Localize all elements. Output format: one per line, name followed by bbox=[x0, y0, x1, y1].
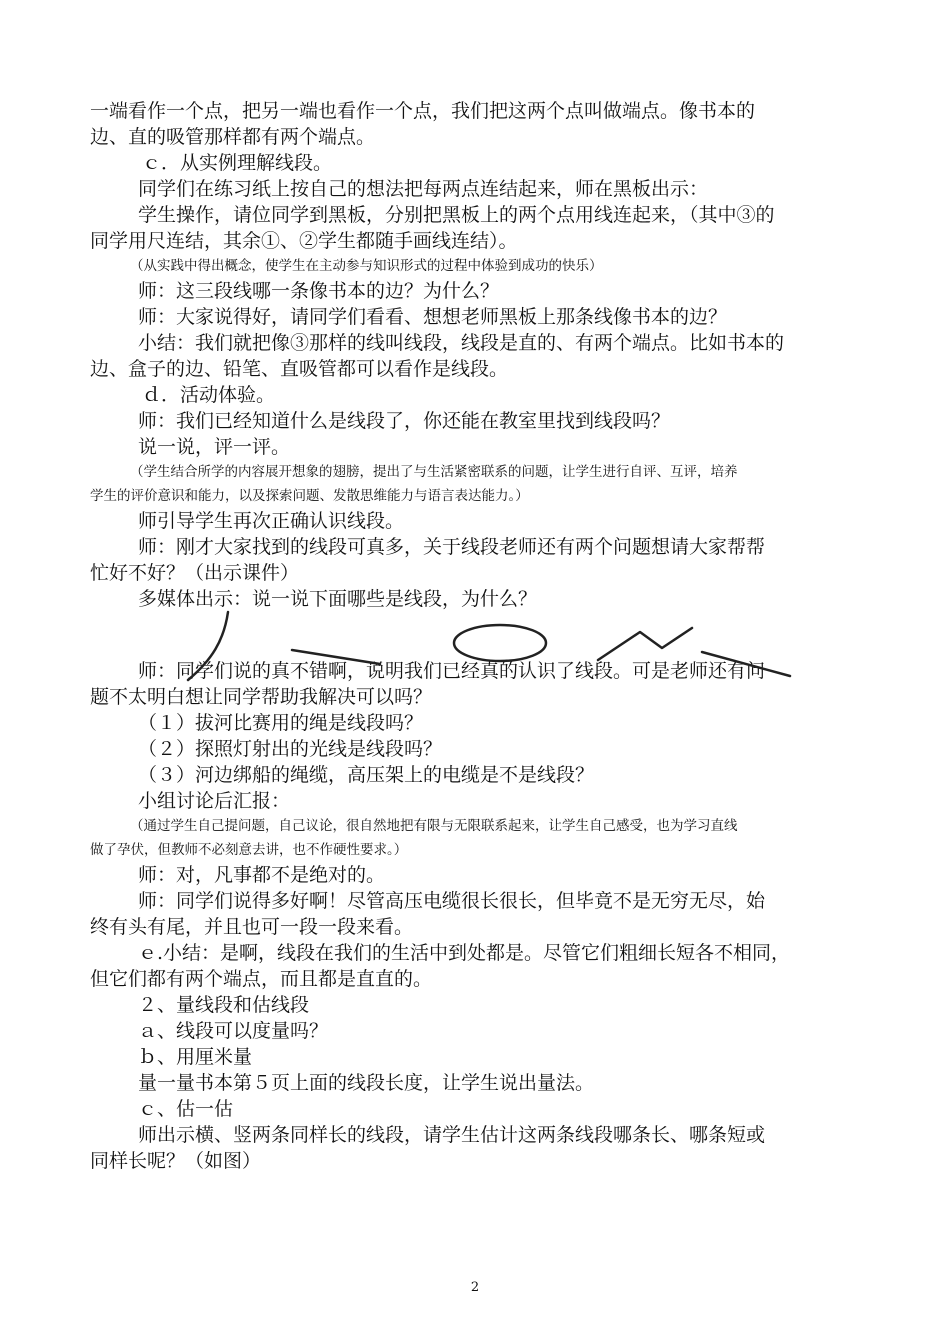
question-item: （１）拔河比赛用的绳是线段吗？ bbox=[138, 712, 424, 734]
text-line: ａ、线段可以度量吗？ bbox=[138, 1020, 329, 1042]
text-line: 小结：我们就把像③那样的线叫线段，线段是直的、有两个端点。比如书本的 bbox=[138, 332, 785, 354]
text-line: ｂ、用厘米量 bbox=[138, 1046, 253, 1068]
teaching-note: 学生的评价意识和能力，以及探索问题、发散思维能力与语言表达能力。） bbox=[90, 488, 529, 504]
text-line: 师：我们已经知道什么是线段了，你还能在教室里找到线段吗？ bbox=[138, 410, 671, 432]
question-item: （２）探照灯射出的光线是线段吗？ bbox=[138, 738, 443, 760]
text-line: 终有头有尾，并且也可一段一段来看。 bbox=[90, 916, 414, 938]
text-line: 小组讨论后汇报： bbox=[138, 790, 291, 812]
text-line: 说一说，评一评。 bbox=[138, 436, 291, 458]
section-heading-2: ２、量线段和估线段 bbox=[138, 994, 310, 1016]
text-line: 边、盒子的边、铅笔、直吸管都可以看作是线段。 bbox=[90, 358, 509, 380]
text-line: 同学们在练习纸上按自己的想法把每两点连结起来，师在黑板出示： bbox=[138, 178, 709, 200]
text-line: 多媒体出示：说一说下面哪些是线段，为什么？ bbox=[138, 588, 538, 610]
text-line: 师：刚才大家找到的线段可真多，关于线段老师还有两个问题想请大家帮帮 bbox=[138, 536, 766, 558]
text-line: 题不太明白想让同学帮助我解决可以吗？ bbox=[90, 686, 433, 708]
text-line: 同样长呢？（如图） bbox=[90, 1150, 262, 1172]
teaching-note: （从实践中得出概念，使学生在主动参与知识形式的过程中体验到成功的快乐） bbox=[130, 258, 603, 274]
question-item: （３）河边绑船的绳缆，高压架上的电缆是不是线段？ bbox=[138, 764, 595, 786]
teaching-note: 做了孕伏，但教师不必刻意去讲，也不作硬性要求。） bbox=[90, 842, 408, 858]
text-line: 但它们都有两个端点，而且都是直直的。 bbox=[90, 968, 433, 990]
text-line: 师：对，凡事都不是绝对的。 bbox=[138, 864, 386, 886]
text-line: 同学用尺连结，其余①、②学生都随手画线连结）。 bbox=[90, 230, 518, 252]
section-heading-d: ｄ．活动体验。 bbox=[142, 384, 276, 406]
section-heading-c: ｃ．从实例理解线段。 bbox=[142, 152, 333, 174]
text-line: 一端看作一个点，把另一端也看作一个点，我们把这两个点叫做端点。像书本的 bbox=[90, 100, 756, 122]
text-line: 量一量书本第５页上面的线段长度，让学生说出量法。 bbox=[138, 1072, 595, 1094]
text-line: 师引导学生再次正确认识线段。 bbox=[138, 510, 405, 532]
document-body bbox=[90, 98, 862, 1174]
text-line: 边、直的吸管那样都有两个端点。 bbox=[90, 126, 376, 148]
teaching-note: （通过学生自己提问题，自己议论，很自然地把有限与无限联系起来，让学生自己感受，也为学习直线 bbox=[130, 818, 738, 834]
text-line: 师：同学们说的真不错啊，说明我们已经真的认识了线段。可是老师还有问 bbox=[138, 660, 766, 682]
shapes-illustration-area bbox=[90, 612, 862, 658]
page-number: 2 bbox=[470, 1280, 480, 1295]
text-line: 忙好不好？（出示课件） bbox=[90, 562, 300, 584]
text-line: 师：这三段线哪一条像书本的边？为什么？ bbox=[138, 280, 500, 302]
section-heading-e: ｅ.小结：是啊，线段在我们的生活中到处都是。尽管它们粗细长短各不相同， bbox=[138, 942, 791, 964]
text-line: 师出示横、竖两条同样长的线段，请学生估计这两条线段哪条长、哪条短或 bbox=[138, 1124, 766, 1146]
text-line: 师：同学们说得多好啊！尽管高压电缆很长很长，但毕竟不是无穷无尽，始 bbox=[138, 890, 766, 912]
teaching-note: （学生结合所学的内容展开想象的翅膀，提出了与生活紧密联系的问题，让学生进行自评、互评，培养 bbox=[130, 464, 738, 480]
text-line: 师：大家说得好，请同学们看看、想想老师黑板上那条线像书本的边？ bbox=[138, 306, 728, 328]
text-line: ｃ、估一估 bbox=[138, 1098, 234, 1120]
text-line: 学生操作，请位同学到黑板，分别把黑板上的两个点用线连起来，（其中③的 bbox=[138, 204, 775, 226]
